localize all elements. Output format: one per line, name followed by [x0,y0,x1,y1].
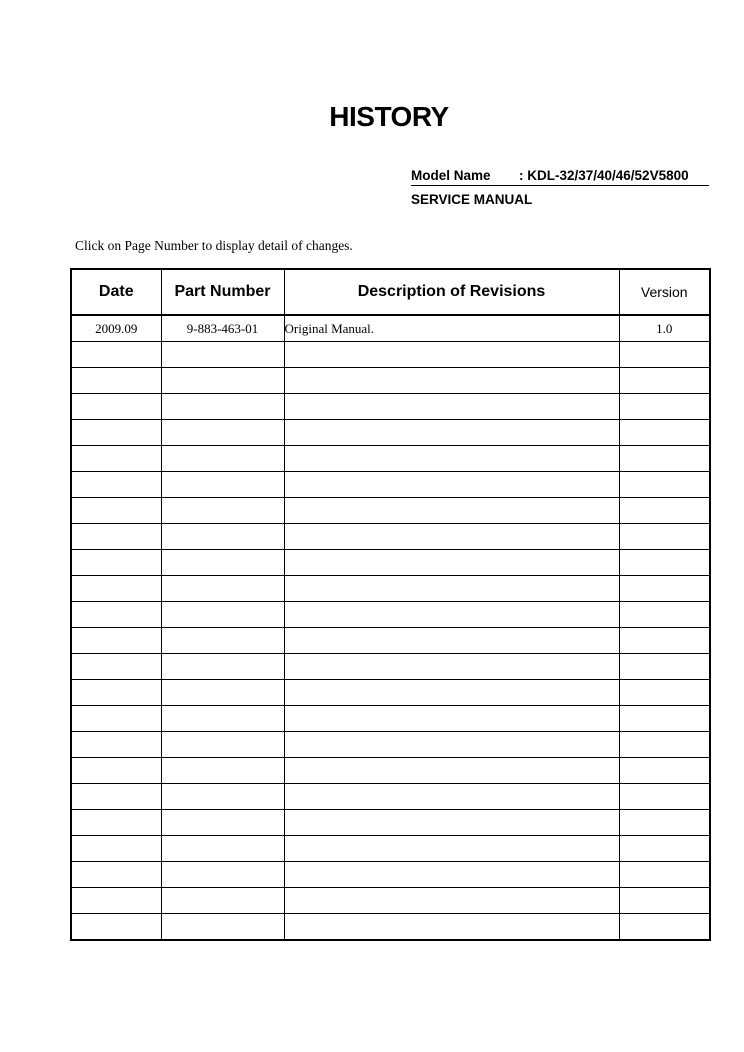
cell-date [71,862,161,888]
cell-version: 1.0 [619,315,710,342]
cell-description [284,498,619,524]
cell-version [619,758,710,784]
cell-part-number [161,342,284,368]
cell-version [619,472,710,498]
cell-part-number[interactable]: 9-883-463-01 [161,315,284,342]
cell-date [71,550,161,576]
cell-part-number [161,576,284,602]
revision-history-table [70,268,711,941]
table-row [71,706,710,732]
cell-part-number [161,394,284,420]
cell-description [284,342,619,368]
cell-description [284,602,619,628]
cell-date [71,810,161,836]
cell-description [284,836,619,862]
table-row [71,888,710,914]
cell-date [71,706,161,732]
cell-part-number [161,602,284,628]
model-name-value: : KDL-32/37/40/46/52V5800 [519,168,689,183]
cell-description [284,862,619,888]
table-row [71,420,710,446]
table-row [71,836,710,862]
cell-part-number [161,888,284,914]
cell-part-number [161,550,284,576]
table-row [71,654,710,680]
cell-version [619,836,710,862]
cell-date [71,888,161,914]
cell-version [619,888,710,914]
cell-description [284,368,619,394]
table-row [71,446,710,472]
cell-date [71,732,161,758]
cell-date [71,368,161,394]
table-row [71,732,710,758]
cell-description [284,680,619,706]
cell-description [284,524,619,550]
cell-description [284,472,619,498]
cell-description [284,758,619,784]
table-row [71,810,710,836]
cell-date [71,628,161,654]
cell-date [71,498,161,524]
cell-part-number [161,524,284,550]
instruction-text: Click on Page Number to display detail of changes. [75,238,353,253]
cell-description [284,914,619,941]
cell-version [619,420,710,446]
table-row [71,914,710,941]
cell-part-number [161,914,284,941]
cell-date [71,784,161,810]
cell-part-number [161,368,284,394]
cell-part-number [161,758,284,784]
cell-date [71,914,161,941]
table-row [71,576,710,602]
cell-version [619,706,710,732]
cell-version [619,602,710,628]
cell-date: 2009.09 [71,315,161,342]
table-row [71,394,710,420]
cell-version [619,680,710,706]
cell-part-number [161,836,284,862]
table-header-row [71,269,710,315]
cell-version [619,446,710,472]
cell-date [71,680,161,706]
cell-date [71,758,161,784]
cell-version [619,810,710,836]
cell-version [619,394,710,420]
cell-description [284,394,619,420]
cell-date [71,836,161,862]
header-description: Description of Revisions [284,269,619,315]
cell-version [619,914,710,941]
manual-type: SERVICE MANUAL [411,192,533,207]
table-row [71,472,710,498]
table-row [71,315,710,342]
cell-date [71,524,161,550]
cell-part-number [161,446,284,472]
cell-description [284,784,619,810]
header-version: Version [619,269,710,315]
table-row [71,680,710,706]
table-row [71,628,710,654]
cell-part-number [161,654,284,680]
cell-version [619,368,710,394]
cell-description [284,576,619,602]
cell-description [284,446,619,472]
table-row [71,758,710,784]
cell-date [71,576,161,602]
cell-version [619,342,710,368]
cell-date [71,446,161,472]
cell-description [284,628,619,654]
model-name-line [411,167,709,186]
cell-version [619,550,710,576]
cell-date [71,472,161,498]
model-info [411,167,711,210]
cell-part-number [161,862,284,888]
cell-part-number [161,810,284,836]
cell-part-number [161,420,284,446]
table-row [71,862,710,888]
table-row [71,368,710,394]
cell-part-number [161,732,284,758]
cell-description [284,654,619,680]
cell-date [71,342,161,368]
cell-version [619,524,710,550]
cell-part-number [161,706,284,732]
model-name-label: Model Name [411,168,491,183]
cell-description [284,810,619,836]
table-row [71,550,710,576]
cell-description [284,888,619,914]
cell-version [619,498,710,524]
cell-date [71,602,161,628]
cell-part-number [161,498,284,524]
table-row [71,524,710,550]
table-row [71,342,710,368]
cell-version [619,654,710,680]
table-row [71,784,710,810]
cell-part-number [161,628,284,654]
cell-description [284,550,619,576]
table-row [71,602,710,628]
cell-description [284,706,619,732]
cell-version [619,576,710,602]
table-row [71,498,710,524]
cell-part-number [161,784,284,810]
cell-version [619,732,710,758]
header-part-number: Part Number [161,269,284,315]
cell-date [71,654,161,680]
cell-version [619,628,710,654]
cell-version [619,784,710,810]
header-date: Date [71,269,161,315]
cell-version [619,862,710,888]
cell-part-number [161,472,284,498]
cell-description [284,732,619,758]
page-title: HISTORY [329,101,449,132]
cell-description: Original Manual. [284,315,619,342]
cell-date [71,394,161,420]
cell-description [284,420,619,446]
cell-part-number [161,680,284,706]
cell-date [71,420,161,446]
